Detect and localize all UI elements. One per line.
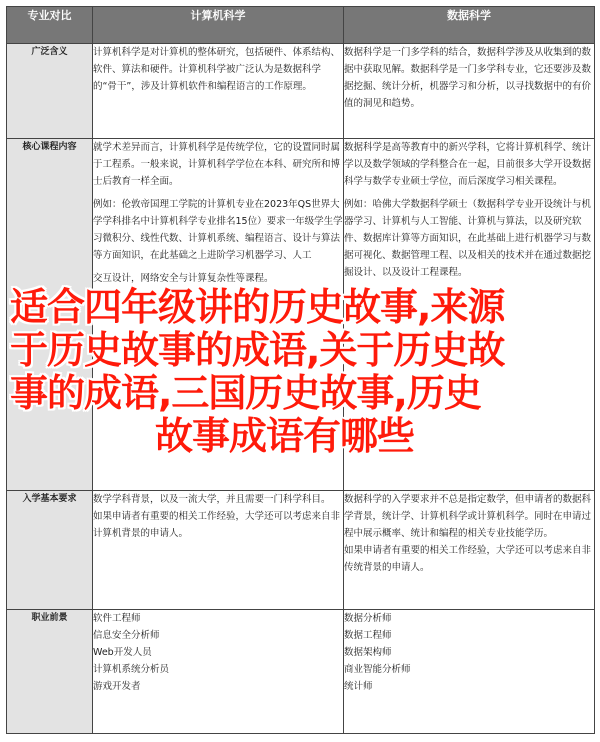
list-item: 数据架构师 [344, 647, 392, 658]
cs-careers [93, 610, 344, 734]
cs-requirements [93, 491, 344, 610]
header-ds: 数据科学 [344, 7, 595, 44]
row-label: 入学基本要求 [7, 491, 93, 610]
list-item: 软件工程师 [93, 613, 141, 624]
paragraph: 就学术差异而言，计算机科学是传统学位，它的设置同时属于工程系。一般来说，计算机科学学位在本科、研究所和博士后教育一样全面。 [93, 142, 341, 187]
ds-curriculum [344, 139, 595, 491]
overlay-line: 事的成语,三国历史故事,历史 [10, 371, 481, 415]
header-cs: 计算机科学 [93, 7, 344, 44]
header-row [7, 7, 595, 44]
paragraph: 例如：哈佛大学数据科学硕士（数据科学专业开设统计与机器学习、计算机与人工智能、计算机与算法，以及研究软件、数据库计算等方面知识，在此基础上进行机器学习与数据可视化、数据管理工程、以及相关的技术并在通过数据挖掘设计、以及设计工程课程。 [344, 199, 592, 278]
paragraph: 数据科学是高等教育中的新兴学科，它将计算机科学、统计学以及数学领域的学科整合在一起，目前很多大学开设数据科学与数学专业硕士学位，而后深度学习相关课程。 [344, 142, 592, 187]
paragraph: 数据科学是一门多学科的结合，数据科学涉及从收集到的数据中获取见解。数据科学是一门多学科专业，它还要涉及数据挖掘、统计分析，机器学习和分析，以寻找数据中的有价值的洞见和趋势。 [344, 47, 592, 109]
cs-curriculum [93, 139, 344, 491]
list-item: 计算机系统分析员 [93, 664, 170, 675]
overlay-line: 于历史故事的成语,关于历史故 [10, 328, 505, 372]
cs-meaning [93, 44, 344, 139]
overlay-line: 故事成语有哪些 [155, 414, 415, 458]
list-item: 数据分析师 [344, 613, 392, 624]
paragraph: 例如：伦敦帝国理工学院的计算机专业在2023年QS世界大学学科排名中计算机科学专业排名15位）要求一年级学生学习微积分、线性代数、计算机系统、编程语言、设计与算法等方面知识，在此基础之上进阶学习机器学习、人工 [93, 199, 343, 261]
paragraph: 计算机科学是对计算机的整体研究，包括硬件、体系结构、软件、算法和硬件。计算机科学被广泛认为是数据科学的“骨干”，涉及计算机软件和编程语言的工作原理。 [93, 47, 341, 92]
overlay-line: 适合四年级讲的历史故事,来源 [10, 285, 505, 329]
header-label: 专业对比 [7, 7, 93, 44]
row-label: 核心课程内容 [7, 139, 93, 491]
list-item: 数据工程师 [344, 630, 392, 641]
row-career [7, 610, 595, 734]
list-item: 游戏开发者 [93, 681, 141, 692]
list-item: 商业智能分析师 [344, 664, 411, 675]
comparison-table [6, 6, 595, 734]
list-item: 统计师 [344, 681, 373, 692]
ds-careers [344, 610, 595, 734]
ds-meaning [344, 44, 595, 139]
row-requirements [7, 491, 595, 610]
row-label: 广泛含义 [7, 44, 93, 139]
ds-requirements [344, 491, 595, 610]
paragraph: 数学学科背景，以及一流大学，并且需要一门科学科目。 如果申请者有重要的相关工作经验，大学还可以考虑来自非计算机背景的申请人。 [93, 494, 341, 539]
list-item: Web开发人员 [93, 647, 152, 658]
row-label: 职业前景 [7, 610, 93, 734]
paragraph: 数据科学的入学要求并不总是指定数学，但申请者的数据科学背景，统计学、计算机科学或计算机科学。同时在申请过程中展示概率、统计和编程的相关专业技能学历。 如果申请者有重要的相关工作经验，大学还可以考虑来自非传统背景的申请人。 [344, 494, 592, 573]
paragraph: 交互设计，网络安全与计算复杂性等课程。 [93, 273, 274, 284]
row-curriculum [7, 139, 595, 491]
list-item: 信息安全分析师 [93, 630, 160, 641]
row-meaning [7, 44, 595, 139]
